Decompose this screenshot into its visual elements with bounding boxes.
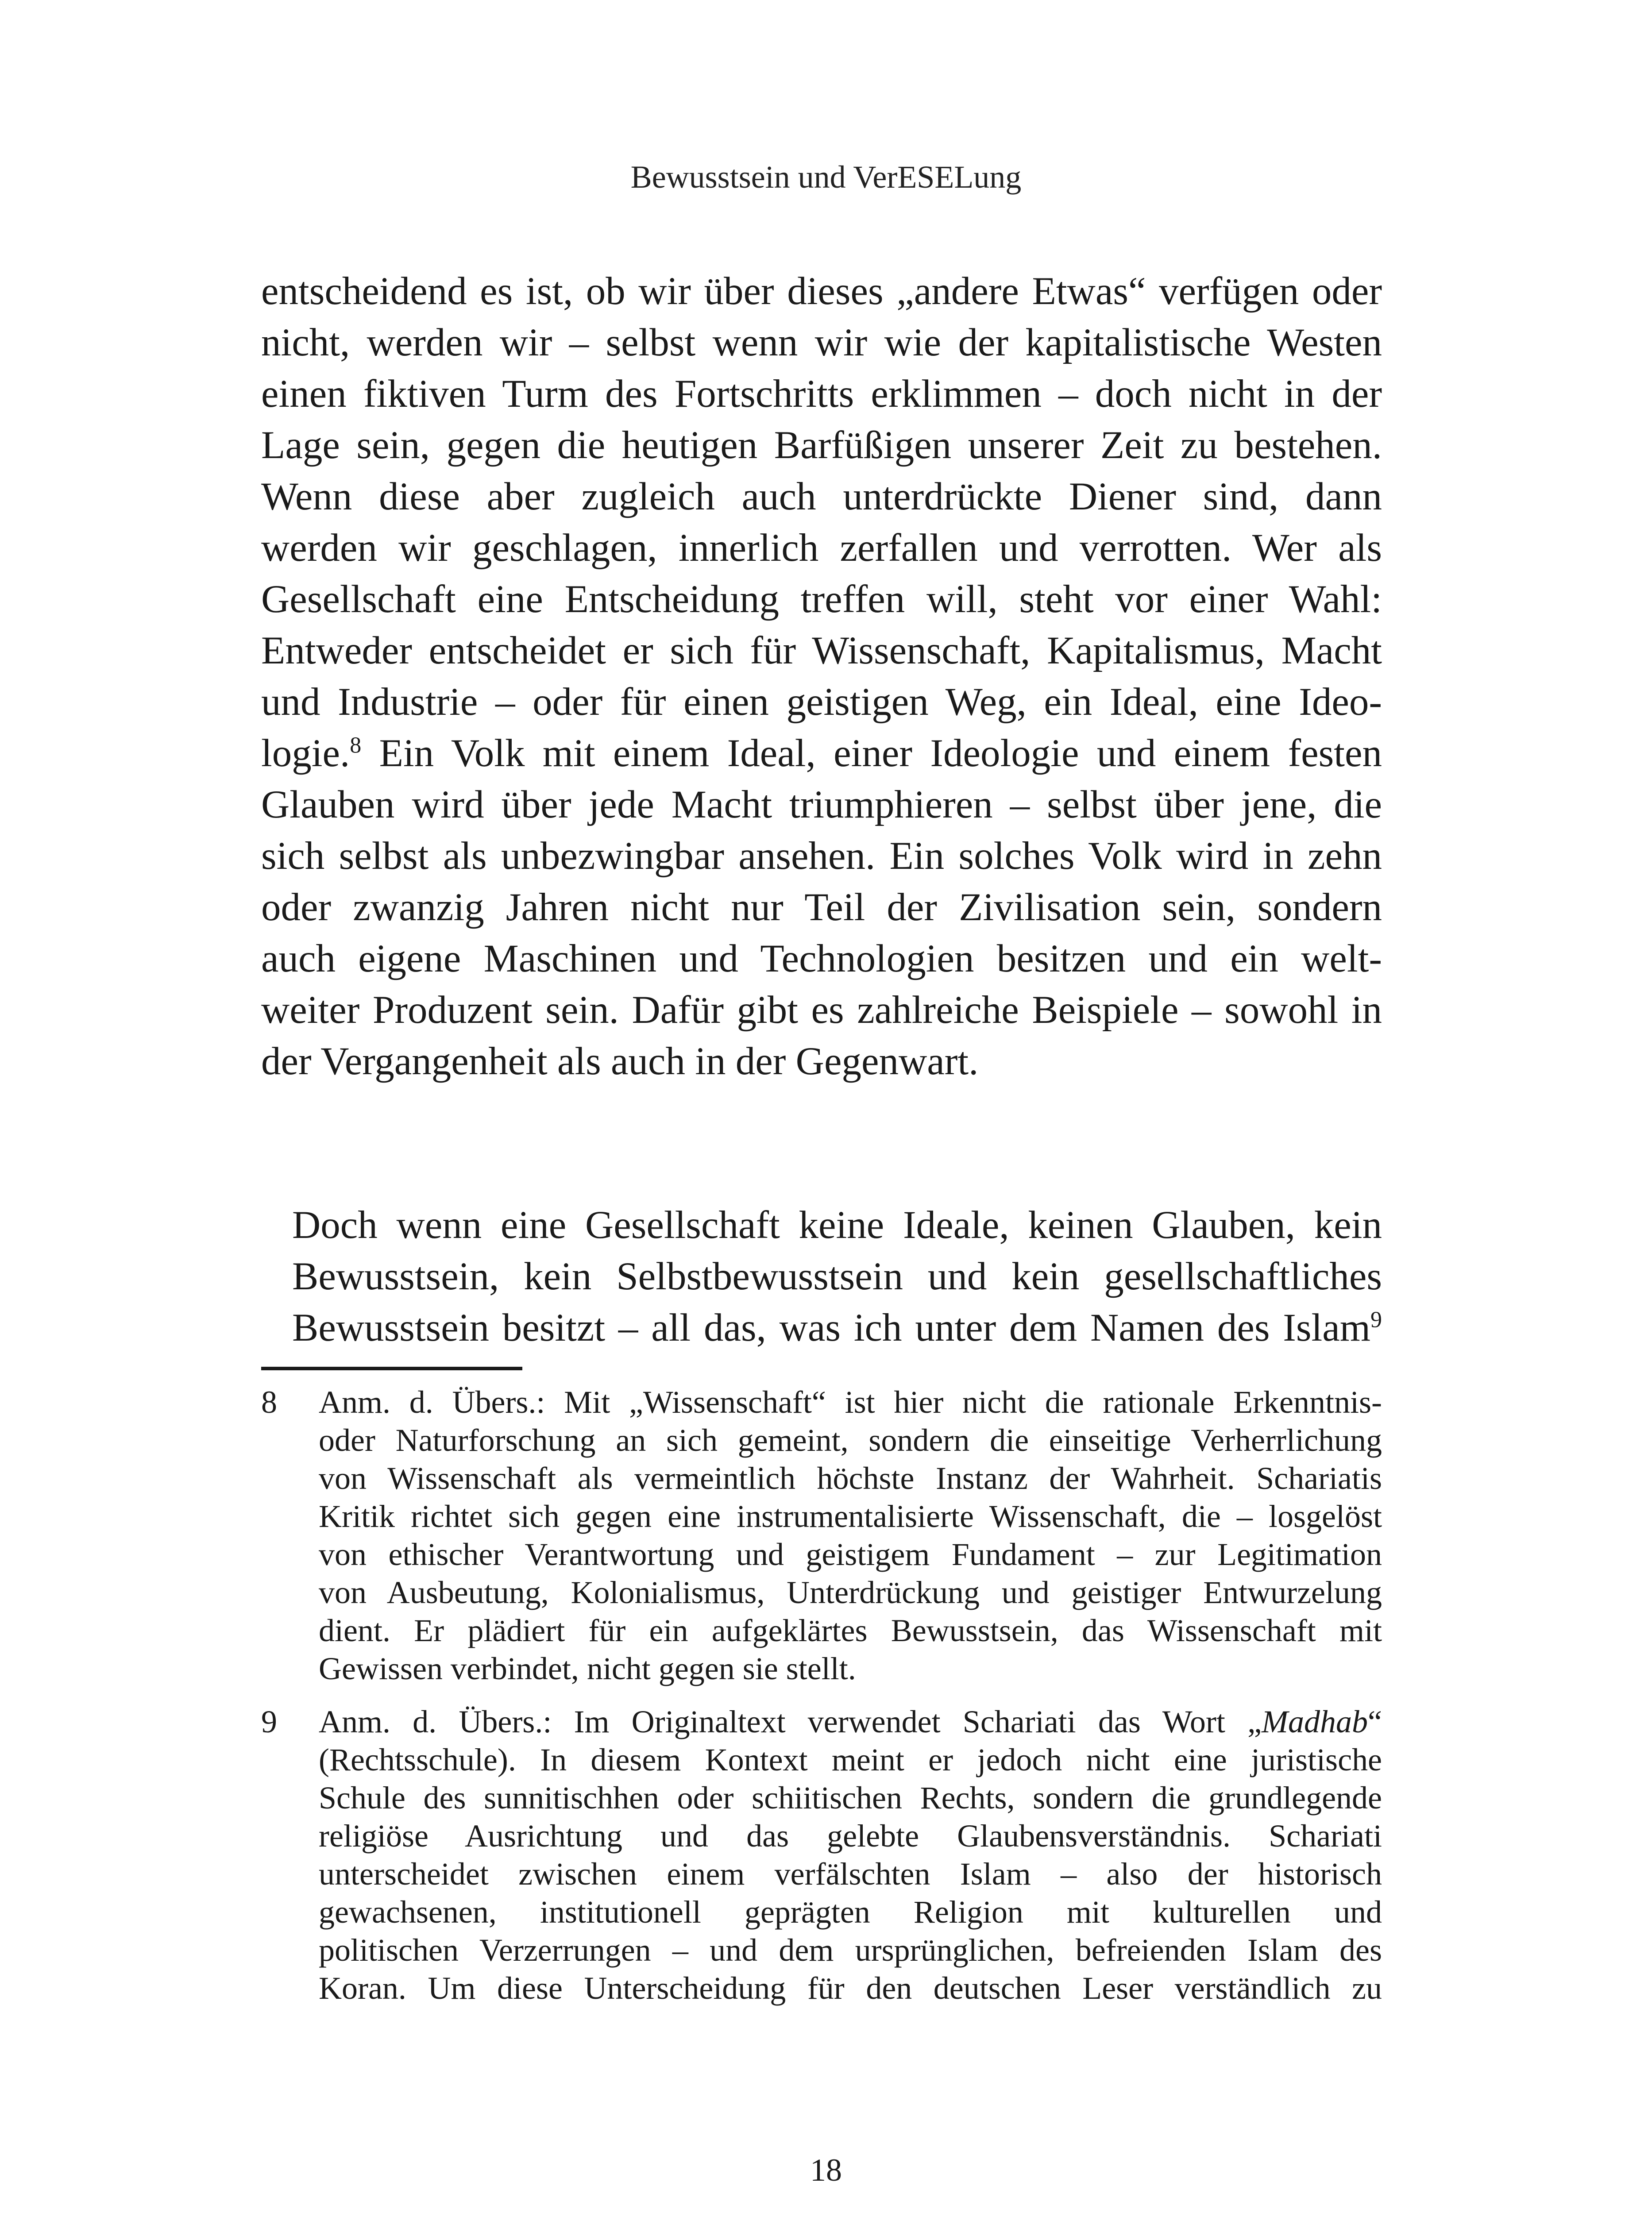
footnote-italic-term: Madhab bbox=[1262, 1704, 1368, 1739]
text-line: nicht, werden wir – selbst wenn wir wie der kapitalistische Westen bbox=[261, 321, 1382, 364]
footnote-line bbox=[319, 1703, 1382, 1741]
footnote-line: Kritik richtet sich gegen eine instrumentalisierte Wissenschaft, die – losgelöst bbox=[319, 1499, 1382, 1534]
text-line: Wenn diese aber zugleich auch unterdrückte Diener sind, dann bbox=[261, 475, 1382, 518]
paragraph-2 bbox=[261, 1199, 1382, 1353]
text-line: auch eigene Maschinen und Technologien besitzen und ein welt- bbox=[261, 937, 1382, 980]
text-line: Glauben wird über jede Macht triumphieren – selbst über jene, die bbox=[261, 783, 1382, 826]
footnote-line: von Wissenschaft als vermeintlich höchste Instanz der Wahrheit. Schariatis bbox=[319, 1461, 1382, 1496]
footnote-line: Schule des sunnitischhen oder schiitischen Rechts, sondern die grundlegende bbox=[319, 1780, 1382, 1816]
line-text-end: Ein Volk mit einem Ideal, einer Ideologie und einem festen bbox=[361, 732, 1382, 775]
footnote-line: Anm. d. Übers.: Mit „Wissenschaft“ ist hier nicht die rationale Erkenntnis- bbox=[319, 1384, 1382, 1420]
footnotes bbox=[261, 1383, 1382, 2022]
footnote-line: von Ausbeutung, Kolonialismus, Unterdrückung und geistiger Entwurzelung bbox=[319, 1575, 1382, 1610]
line-text: Bewusstsein besitzt – all das, was ich unter dem Namen des Islam bbox=[292, 1306, 1370, 1349]
text-line: der Vergangenheit als auch in der Gegenwart. bbox=[261, 1040, 979, 1083]
footnote-line: gewachsenen, institutionell geprägten Religion mit kulturellen und bbox=[319, 1894, 1382, 1930]
text-line: Gesellschaft eine Entscheidung treffen will, steht vor einer Wahl: bbox=[261, 578, 1382, 621]
text-line: einen fiktiven Turm des Fortschritts erklimmen – doch nicht in der bbox=[261, 372, 1382, 416]
paragraph-1 bbox=[261, 266, 1382, 1087]
footnote-ref-9[interactable]: 9 bbox=[1370, 1307, 1382, 1333]
footnote-line: Koran. Um diese Unterscheidung für den deutschen Leser verständlich zu bbox=[319, 1970, 1382, 2006]
footnote-line: oder Naturforschung an sich gemeint, sondern die einseitige Verherrlichung bbox=[319, 1423, 1382, 1458]
text-line: Lage sein, gegen die heutigen Barfüßigen unserer Zeit zu bestehen. bbox=[261, 424, 1382, 467]
text-line: sich selbst als unbezwingbar ansehen. Ein solches Volk wird in zehn bbox=[261, 834, 1382, 878]
text-line-with-footnote-ref bbox=[261, 728, 1382, 779]
text-line: Bewusstsein, kein Selbstbewusstsein und kein gesellschaftliches bbox=[292, 1255, 1382, 1298]
footnote-separator bbox=[261, 1367, 522, 1370]
running-head: Bewusstsein und VerESELung bbox=[630, 159, 1022, 195]
text-line: Doch wenn eine Gesellschaft keine Ideale, keinen Glauben, kein bbox=[292, 1203, 1382, 1247]
footnote-line: religiöse Ausrichtung und das gelebte Glaubensverständnis. Schariati bbox=[319, 1818, 1382, 1854]
text-line: und Industrie – oder für einen geistigen Weg, ein Ideal, eine Ideo- bbox=[261, 680, 1382, 724]
line-text-start: logie. bbox=[261, 732, 350, 775]
footnote-line: Gewissen verbindet, nicht gegen sie stellt. bbox=[319, 1651, 856, 1686]
footnote-line: unterscheidet zwischen einem verfälschten Islam – also der historisch bbox=[319, 1856, 1382, 1892]
text-line: entscheidend es ist, ob wir über dieses „andere Etwas“ verfügen oder bbox=[261, 270, 1382, 313]
footnote-number: 8 bbox=[261, 1384, 277, 1420]
footnote-number: 9 bbox=[261, 1704, 277, 1739]
footnote-line: dient. Er plädiert für ein aufgeklärtes Bewusstsein, das Wissenschaft mit bbox=[319, 1613, 1382, 1648]
text-line-with-footnote-ref bbox=[261, 1302, 1382, 1353]
text-line: werden wir geschlagen, innerlich zerfallen und verrotten. Wer als bbox=[261, 526, 1382, 570]
text-line: weiter Produzent sein. Dafür gibt es zahlreiche Beispiele – sowohl in bbox=[261, 988, 1382, 1032]
footnote-ref-8[interactable]: 8 bbox=[350, 733, 362, 758]
footnote-line: von ethischer Verantwortung und geistigem Fundament – zur Legitimation bbox=[319, 1537, 1382, 1572]
footnote-line: (Rechtsschule). In diesem Kontext meint er jedoch nicht eine juristische bbox=[319, 1742, 1382, 1777]
text-line: Entweder entscheidet er sich für Wissenschaft, Kapitalismus, Macht bbox=[261, 629, 1382, 672]
footnote-text: Anm. d. Übers.: Im Originaltext verwendet Schariati das Wort „ bbox=[319, 1704, 1262, 1739]
footnote-8 bbox=[261, 1383, 1382, 1688]
footnote-9 bbox=[261, 1703, 1382, 2007]
page-number: 18 bbox=[810, 2152, 842, 2188]
footnote-text: “ bbox=[1368, 1704, 1382, 1739]
footnote-line: politischen Verzerrungen – und dem ursprünglichen, befreienden Islam des bbox=[319, 1932, 1382, 1968]
text-line: oder zwanzig Jahren nicht nur Teil der Zivilisation sein, sondern bbox=[261, 886, 1382, 929]
